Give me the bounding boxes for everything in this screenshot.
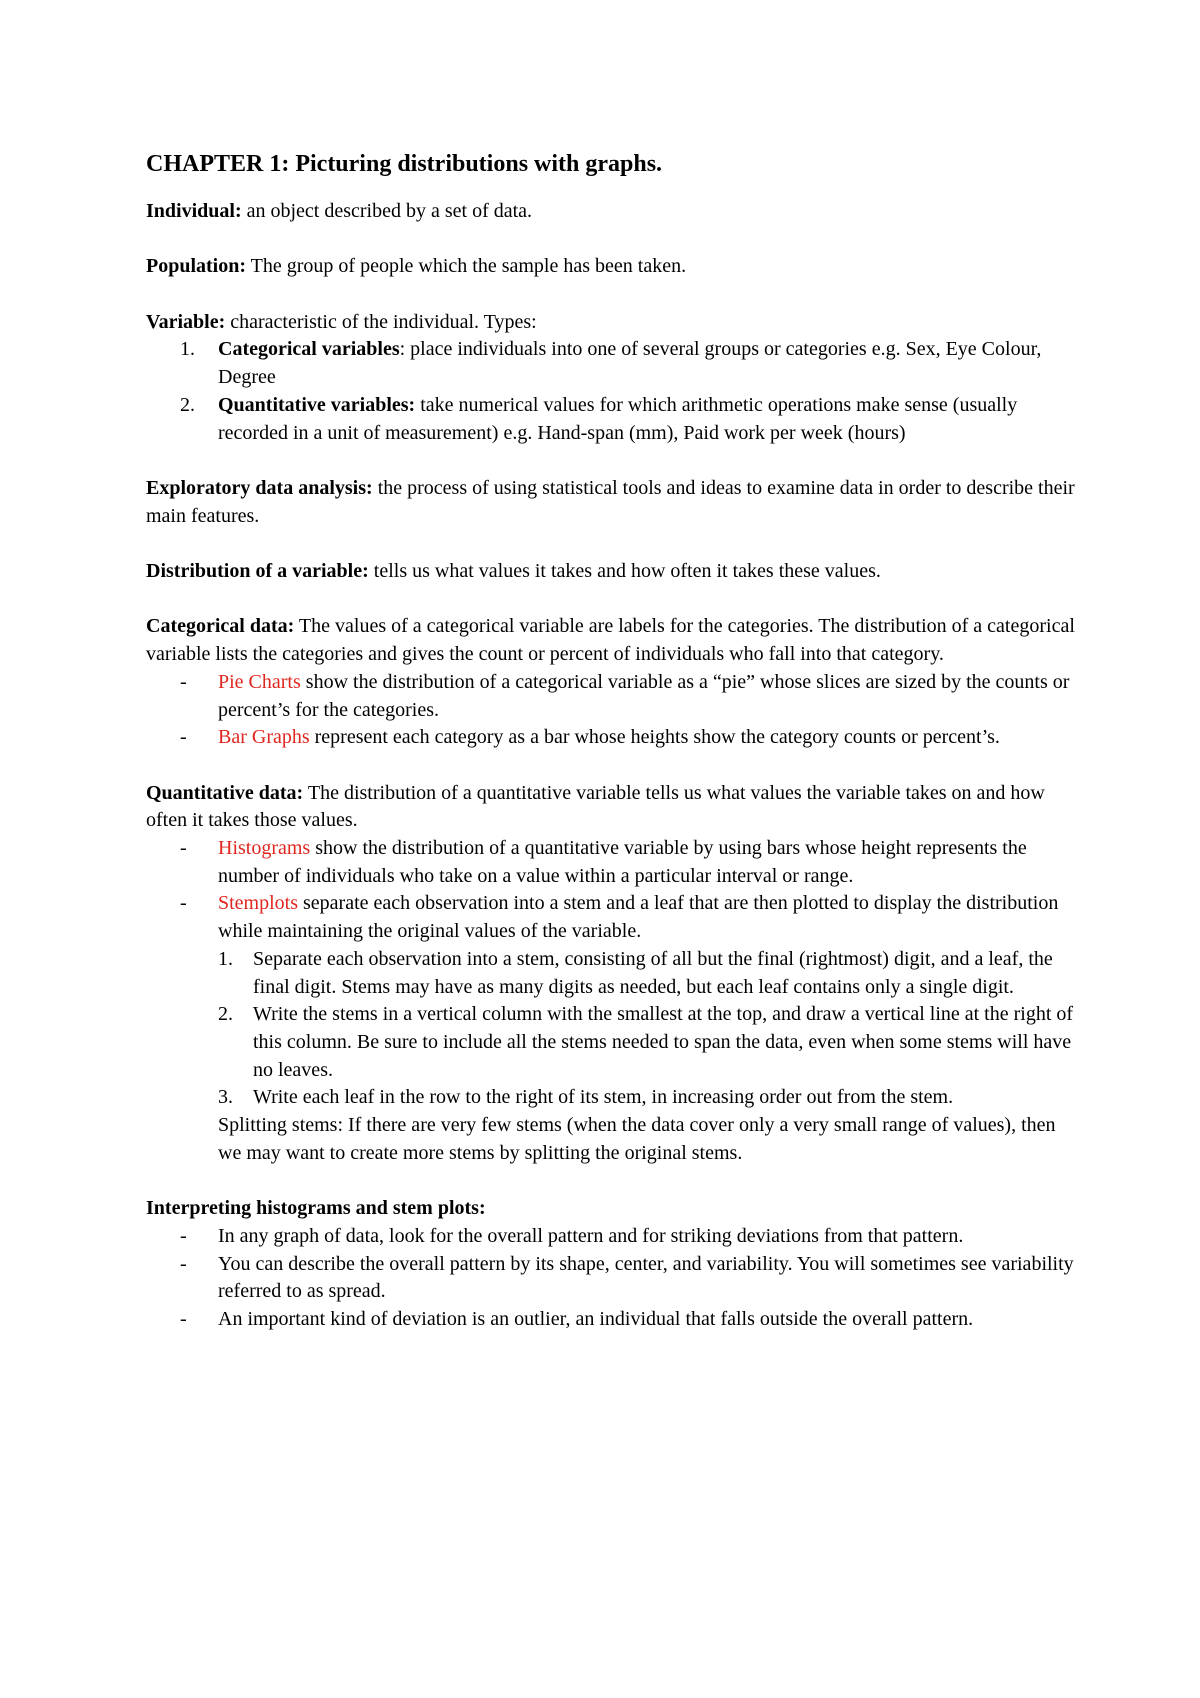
categorical-data-text: The values of a categorical variable are labels for the categories. The distribution of a categorical variable lists the categories and gives the count or percent of individuals who fall into that category. — [146, 615, 1075, 666]
quantitative-bullet-item — [146, 890, 1076, 945]
spacer — [146, 447, 1076, 475]
interpreting-bullet-item — [146, 1251, 1076, 1306]
quantitative-data-definition — [146, 780, 1076, 835]
quantitative-data-text: The distribution of a quantitative variable tells us what values the variable takes on and how often it takes those values. — [146, 781, 1045, 832]
variable-text: characteristic of the individual. Types: — [225, 310, 537, 333]
list-marker: 2. — [218, 1003, 233, 1026]
bullet-text: You can describe the overall pattern by its shape, center, and variability. You will sometimes see variability referred to as spread. — [218, 1252, 1074, 1303]
spacer — [146, 1168, 1076, 1196]
step-text: Write each leaf in the row to the right of its stem, in increasing order out from the stem. — [253, 1086, 954, 1109]
distribution-term: Distribution of a variable: — [146, 560, 369, 583]
categorical-data-definition — [146, 613, 1076, 668]
variable-type-text: : place individuals into one of several groups or categories e.g. Sex, Eye Colour, Degree — [218, 338, 1042, 389]
individual-term: Individual: — [146, 200, 242, 222]
dash-marker: - — [180, 1224, 187, 1247]
pie-charts-term: Pie Charts — [218, 670, 301, 693]
interpreting-bullet-item — [146, 1306, 1076, 1334]
dash-marker: - — [180, 670, 187, 693]
list-marker: 1. — [218, 947, 233, 970]
dash-marker: - — [180, 1252, 187, 1275]
individual-text: an object described by a set of data. — [241, 200, 533, 222]
interpreting-bullet-item — [146, 1223, 1076, 1251]
distribution-text: tells us what values it takes and how often it takes these values. — [368, 560, 881, 583]
splitting-stems-note: Splitting stems: If there are very few stems (when the data cover only a very small range of values), then we may want to create more stems by splitting the original stems. — [218, 1114, 1056, 1164]
population-text: The group of people which the sample has been taken. — [246, 255, 687, 278]
dash-marker: - — [180, 892, 187, 915]
exploratory-text: the process of using statistical tools and ideas to examine data in order to describe their main features. — [146, 476, 1075, 527]
stemplot-step-item — [146, 946, 1076, 1001]
bullet-text: separate each observation into a stem and a leaf that are then plotted to display the distribution while maintaining the original values of the variable. — [218, 892, 1059, 943]
distribution-definition — [146, 558, 1076, 586]
histograms-term: Histograms — [218, 837, 311, 860]
exploratory-term: Exploratory data analysis: — [146, 476, 373, 499]
dash-marker: - — [180, 837, 187, 860]
bullet-text: show the distribution of a quantitative variable by using bars whose height represents the number of individuals who take on a value within a particular interval or range. — [218, 837, 1027, 887]
variable-type-term: Categorical variables — [218, 338, 400, 361]
list-marker: 1. — [180, 338, 195, 361]
quantitative-bullet-item — [146, 835, 1076, 890]
spacer — [146, 752, 1076, 780]
categorical-data-term: Categorical data: — [146, 615, 295, 638]
step-text: Separate each observation into a stem, consisting of all but the final (rightmost) digit, and a leaf, the final digit. Stems may have as many digits as needed, but each leaf contains only a single digit. — [253, 947, 1053, 998]
list-marker: 2. — [180, 393, 195, 416]
individual-definition — [146, 198, 1076, 226]
variable-type-item — [146, 336, 1076, 391]
bullet-text: represent each category as a bar whose heights show the category counts or percent’s. — [309, 726, 1000, 749]
bullet-text: show the distribution of a categorical variable as a “pie” whose slices are sized by the counts or percent’s for the categories. — [218, 670, 1070, 721]
bar-graphs-term: Bar Graphs — [218, 726, 310, 749]
variable-term: Variable: — [146, 310, 226, 333]
categorical-bullet-item — [146, 669, 1076, 724]
population-definition — [146, 253, 1076, 281]
exploratory-definition — [146, 475, 1076, 530]
bullet-text: In any graph of data, look for the overall pattern and for striking deviations from that pattern. — [218, 1224, 964, 1247]
variable-definition — [146, 309, 1076, 337]
interpreting-term: Interpreting histograms and stem plots: — [146, 1197, 486, 1220]
list-marker: 3. — [218, 1086, 233, 1109]
interpreting-heading — [146, 1195, 1076, 1223]
population-term: Population: — [146, 255, 247, 278]
bullet-text: An important kind of deviation is an outlier, an individual that falls outside the overall pattern. — [218, 1308, 974, 1331]
step-text: Write the stems in a vertical column with the smallest at the top, and draw a vertical line at the right of this column. Be sure to include all the stems needed to span the data, even when some stems will have no leaves. — [253, 1003, 1074, 1081]
variable-type-term: Quantitative variables: — [218, 393, 416, 416]
variable-type-item — [146, 392, 1076, 447]
document-page — [146, 148, 1076, 1334]
quantitative-data-term: Quantitative data: — [146, 781, 304, 804]
dash-marker: - — [180, 1308, 187, 1331]
stemplots-term: Stemplots — [218, 892, 299, 915]
dash-marker: - — [180, 726, 187, 749]
stemplot-step-item — [146, 1001, 1076, 1084]
chapter-title: CHAPTER 1: Picturing distributions with graphs. — [146, 151, 663, 177]
stemplot-step-item — [146, 1084, 1076, 1112]
variable-type-text: take numerical values for which arithmetic operations make sense (usually recorded in a unit of measurement) e.g. Hand-span (mm), Paid work per week (hours) — [218, 393, 1018, 444]
categorical-bullet-item — [146, 724, 1076, 752]
